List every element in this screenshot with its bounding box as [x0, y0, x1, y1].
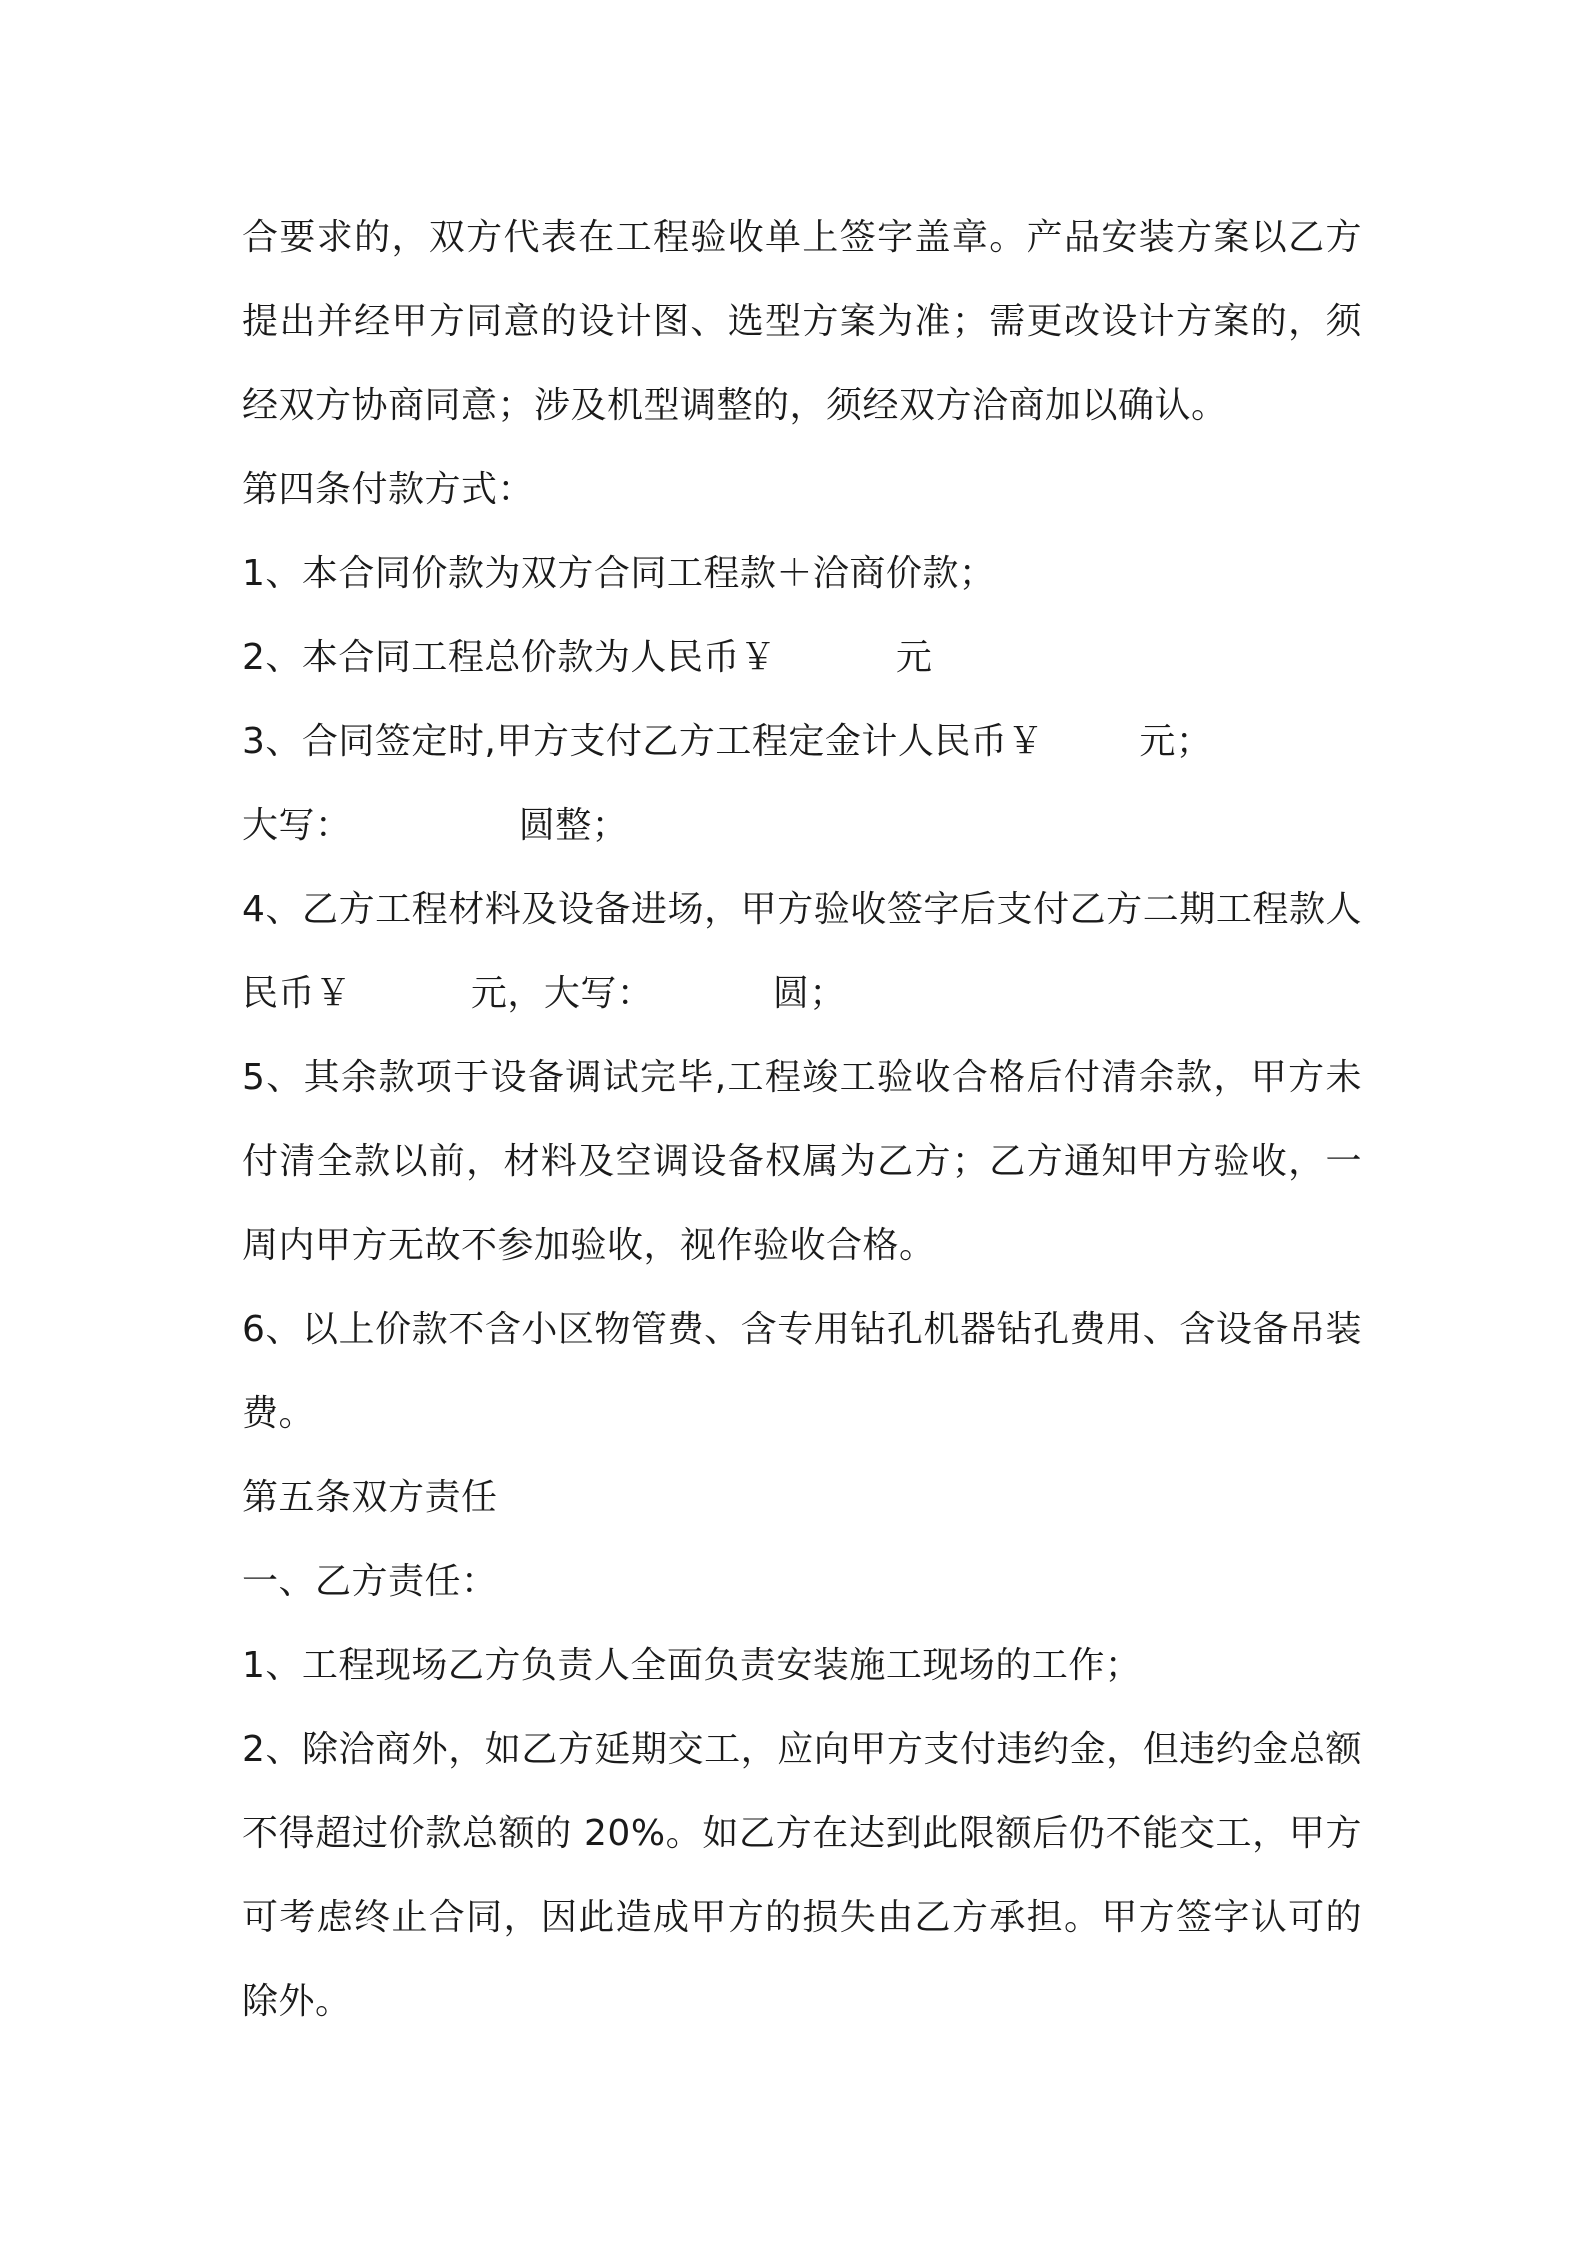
payment-item-5: 5、其余款项于设备调试完毕,工程竣工验收合格后付清余款，甲方未付清全款以前，材料及空调设备权属为乙方；乙方通知甲方验收，一周内甲方无故不参加验收，视作验收合格。	[242, 1057, 1362, 1266]
payment-item-2: 2、本合同工程总价款为人民币￥ 元	[242, 637, 933, 678]
heading-article-5-responsibilities: 第五条双方责任	[242, 1477, 498, 1518]
payment-item-3-capital: 大写： 圆整；	[242, 805, 629, 846]
payment-item-1: 1、本合同价款为双方合同工程款＋洽商价款；	[242, 553, 996, 594]
responsibility-item-2: 2、除洽商外，如乙方延期交工，应向甲方支付违约金，但违约金总额不得超过价款总额的 20%。如乙方在达到此限额后仍不能交工，甲方可考虑终止合同，因此造成甲方的损失由乙方承担。甲方签字认可的除外。	[242, 1729, 1362, 2022]
payment-item-3: 3、合同签定时,甲方支付乙方工程定金计人民币￥ 元；	[242, 721, 1213, 762]
heading-article-4-payment: 第四条付款方式：	[242, 469, 535, 510]
document-body	[242, 196, 1362, 2044]
paragraph-acceptance-continued: 合要求的，双方代表在工程验收单上签字盖章。产品安装方案以乙方提出并经甲方同意的设计图、选型方案为准；需更改设计方案的，须经双方协商同意；涉及机型调整的，须经双方洽商加以确认。	[242, 217, 1362, 426]
subheading-party-b-responsibilities: 一、乙方责任：	[242, 1561, 498, 1602]
payment-item-4: 4、乙方工程材料及设备进场，甲方验收签字后支付乙方二期工程款人民币￥ 元，大写： 圆；	[242, 889, 1362, 1014]
payment-item-6: 6、以上价款不含小区物管费、含专用钻孔机器钻孔费用、含设备吊装费。	[242, 1309, 1362, 1434]
responsibility-item-1: 1、工程现场乙方负责人全面负责安装施工现场的工作；	[242, 1645, 1142, 1686]
